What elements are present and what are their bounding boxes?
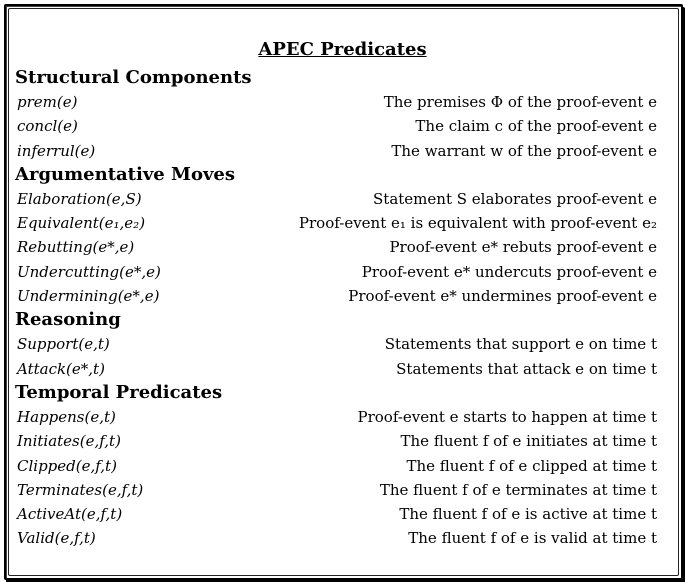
predicate-name: Happens(e,t) (17, 407, 116, 426)
predicate-name: Undercutting(e*,e) (17, 262, 161, 281)
predicate-row (17, 332, 657, 356)
predicate-row (17, 211, 657, 235)
predicate-name: concl(e) (17, 117, 78, 136)
predicate-description: The fluent f of e terminates at time t (379, 480, 657, 499)
predicate-name: Elaboration(e,S) (17, 189, 142, 208)
predicate-row (17, 357, 657, 381)
section-header: Argumentative Moves (15, 163, 235, 185)
predicate-name: Terminates(e,f,t) (17, 480, 144, 499)
predicate-name: ActiveAt(e,f,t) (17, 505, 123, 524)
predicate-description: The fluent f of e clipped at time t (406, 456, 657, 475)
predicate-name: inferrul(e) (17, 141, 96, 160)
predicate-description: Proof-event e* undermines proof-event e (348, 287, 657, 306)
predicate-description: Proof-event e₁ is equivalent with proof-event e₂ (298, 214, 657, 233)
predicate-description: Proof-event e starts to happen at time t (357, 407, 657, 426)
table-title: APEC Predicates (258, 39, 427, 60)
section-header: Temporal Predicates (15, 381, 223, 403)
predicate-table (17, 66, 657, 551)
predicate-name: Undermining(e*,e) (17, 287, 160, 306)
predicate-description: Statement S elaborates proof-event e (373, 189, 657, 208)
predicate-description: The warrant w of the proof-event e (391, 141, 657, 160)
predicate-name: Initiates(e,f,t) (17, 432, 121, 451)
predicate-name: Valid(e,f,t) (17, 529, 96, 548)
predicate-row (17, 526, 657, 550)
predicate-row (17, 405, 657, 429)
predicate-description: The claim c of the proof-event e (415, 117, 657, 136)
predicate-description: Proof-event e* rebuts proof-event e (389, 238, 657, 257)
predicate-row (17, 235, 657, 259)
predicate-row (17, 187, 657, 211)
predicate-description: The fluent f of e is active at time t (399, 505, 657, 524)
predicate-row (17, 90, 657, 114)
predicate-name: Rebutting(e*,e) (17, 238, 135, 257)
predicate-name: Attack(e*,t) (17, 359, 105, 378)
predicate-description: Statements that attack e on time t (396, 359, 657, 378)
predicate-row (17, 454, 657, 478)
predicate-description: The fluent f of e is valid at time t (408, 529, 657, 548)
section-header: Structural Components (15, 67, 252, 88)
predicate-name: prem(e) (17, 93, 78, 111)
predicate-row (17, 284, 657, 308)
predicate-description: Proof-event e* undercuts proof-event e (361, 262, 657, 281)
predicate-row (17, 139, 657, 163)
predicate-name: Support(e,t) (17, 335, 110, 354)
predicate-name: Equivalent(e₁,e₂) (17, 214, 146, 233)
predicate-row (17, 114, 657, 138)
predicate-row (17, 260, 657, 284)
predicate-description: Statements that support e on time t (384, 335, 657, 354)
section-header: Reasoning (15, 309, 121, 331)
predicate-description: The premises Φ of the proof-event e (383, 93, 657, 111)
predicate-name: Clipped(e,f,t) (17, 456, 117, 475)
predicate-row (17, 429, 657, 453)
predicate-row (17, 502, 657, 526)
predicate-description: The fluent f of e initiates at time t (400, 432, 657, 451)
predicate-row (17, 478, 657, 502)
